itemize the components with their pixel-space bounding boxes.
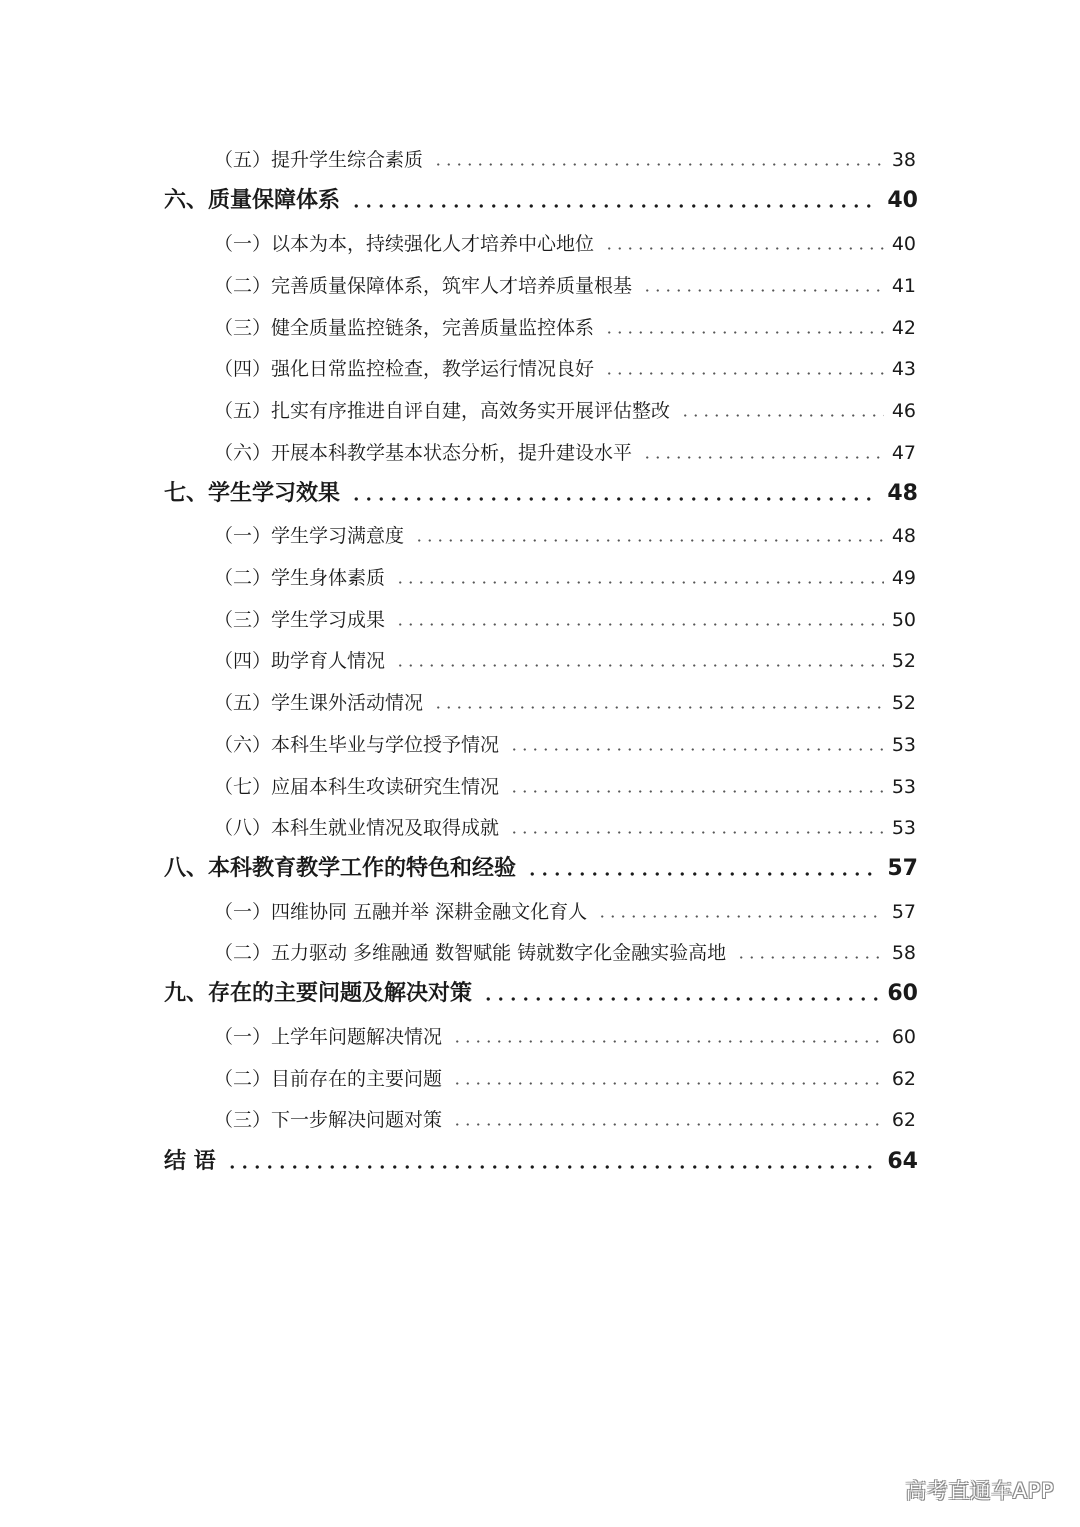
toc-entry[interactable] — [214, 1061, 916, 1091]
toc-entry-page-number: 46 — [891, 400, 916, 422]
toc-entry-page-number: 62 — [891, 1068, 916, 1090]
toc-entry[interactable] — [214, 685, 916, 715]
toc-entry-page-number: 53 — [891, 776, 916, 798]
toc-entry[interactable] — [214, 810, 916, 840]
toc-entry-label: （二）学生身体素质 — [214, 567, 386, 589]
toc-entry-page-number: 47 — [891, 442, 916, 464]
toc-entry[interactable] — [214, 894, 916, 924]
dot-leader — [395, 664, 884, 667]
toc-entry-page-number: 50 — [891, 609, 916, 631]
toc-entry[interactable] — [214, 643, 916, 673]
toc-entry[interactable] — [214, 351, 916, 381]
dot-leader — [395, 581, 884, 584]
toc-chapter-label: 九、存在的主要问题及解决对策 — [164, 981, 473, 1006]
dot-leader — [414, 539, 884, 542]
toc-entry[interactable] — [214, 310, 916, 340]
dot-leader — [226, 1165, 880, 1169]
toc-entry-page-number: 40 — [891, 233, 916, 255]
toc-entry[interactable] — [214, 142, 916, 172]
dot-leader — [509, 748, 884, 751]
toc-entry-label: （四）助学育人情况 — [214, 650, 386, 672]
toc-entry-page-number: 53 — [891, 734, 916, 756]
dot-leader — [433, 163, 884, 166]
toc-chapter-entry[interactable] — [164, 180, 918, 214]
toc-entry-page-number: 52 — [891, 692, 916, 714]
toc-entry-label: （六）本科生毕业与学位授予情况 — [214, 734, 500, 756]
toc-entry-label: （三）学生学习成果 — [214, 609, 386, 631]
toc-entry-label: （五）学生课外活动情况 — [214, 692, 424, 714]
toc-entry-page-number: 52 — [891, 650, 916, 672]
dot-leader — [433, 706, 884, 709]
dot-leader — [452, 1082, 884, 1085]
toc-chapter-page-number: 64 — [887, 1149, 918, 1174]
dot-leader — [509, 790, 884, 793]
toc-entry-label: （一）以本为本，持续强化人才培养中心地位 — [214, 233, 595, 255]
toc-entry-page-number: 58 — [891, 942, 916, 964]
toc-chapter-label: 八、本科教育教学工作的特色和经验 — [164, 856, 517, 881]
toc-entry-page-number: 57 — [891, 901, 916, 923]
toc-entry-page-number: 42 — [891, 317, 916, 339]
dot-leader — [350, 497, 879, 501]
dot-leader — [604, 372, 884, 375]
watermark: 高考直通车APP — [905, 1479, 1054, 1503]
dot-leader — [526, 872, 879, 876]
toc-entry-label: （五）扎实有序推进自评自建，高效务实开展评估整改 — [214, 400, 671, 422]
dot-leader — [604, 331, 884, 334]
toc-chapter-entry[interactable] — [164, 973, 918, 1007]
dot-leader — [642, 289, 884, 292]
toc-entry-page-number: 53 — [891, 817, 916, 839]
toc-entry[interactable] — [214, 518, 916, 548]
toc-entry-page-number: 49 — [891, 567, 916, 589]
toc-entry-label: （二）目前存在的主要问题 — [214, 1068, 443, 1090]
toc-chapter-label: 六、质量保障体系 — [164, 188, 341, 213]
toc-chapter-entry[interactable] — [164, 473, 918, 507]
toc-entry-label: （八）本科生就业情况及取得成就 — [214, 817, 500, 839]
dot-leader — [736, 956, 884, 959]
toc-chapter-page-number: 40 — [887, 188, 918, 213]
dot-leader — [604, 247, 884, 250]
dot-leader — [482, 997, 879, 1001]
toc-entry[interactable] — [214, 769, 916, 799]
toc-chapter-entry[interactable] — [164, 848, 918, 882]
toc-entry[interactable] — [214, 1019, 916, 1049]
toc-entry-page-number: 38 — [891, 149, 916, 171]
toc-entry-label: （五）提升学生综合素质 — [214, 149, 424, 171]
toc-entry-page-number: 62 — [891, 1109, 916, 1131]
toc-entry[interactable] — [214, 1102, 916, 1132]
toc-entry-label: （二）完善质量保障体系，筑牢人才培养质量根基 — [214, 275, 633, 297]
toc-chapter-page-number: 57 — [887, 856, 918, 881]
toc-entry[interactable] — [214, 268, 916, 298]
dot-leader — [452, 1123, 884, 1126]
toc-entry[interactable] — [214, 935, 916, 965]
toc-entry-page-number: 43 — [891, 358, 916, 380]
toc-entry-label: （三）健全质量监控链条，完善质量监控体系 — [214, 317, 595, 339]
toc-entry[interactable] — [214, 727, 916, 757]
toc-entry[interactable] — [214, 393, 916, 423]
toc-chapter-page-number: 48 — [887, 481, 918, 506]
toc-entry-label: （一）学生学习满意度 — [214, 525, 405, 547]
toc-entry-page-number: 60 — [891, 1026, 916, 1048]
dot-leader — [509, 831, 884, 834]
toc-entry[interactable] — [214, 226, 916, 256]
dot-leader — [597, 915, 884, 918]
dot-leader — [350, 204, 879, 208]
toc-entry[interactable] — [214, 602, 916, 632]
toc-entry-label: （二）五力驱动 多维融通 数智赋能 铸就数字化金融实验高地 — [214, 942, 727, 964]
toc-entry-label: （六）开展本科教学基本状态分析，提升建设水平 — [214, 442, 633, 464]
toc-entry-label: （七）应届本科生攻读研究生情况 — [214, 776, 500, 798]
toc-entry-page-number: 48 — [891, 525, 916, 547]
toc-entry-page-number: 41 — [891, 275, 916, 297]
toc-entry-label: （四）强化日常监控检查，教学运行情况良好 — [214, 358, 595, 380]
toc-chapter-entry[interactable] — [164, 1141, 918, 1175]
dot-leader — [642, 456, 884, 459]
toc-entry[interactable] — [214, 560, 916, 590]
toc-chapter-label: 结 语 — [164, 1149, 216, 1174]
toc-entry-label: （一）上学年问题解决情况 — [214, 1026, 443, 1048]
toc-chapter-label: 七、学生学习效果 — [164, 481, 341, 506]
dot-leader — [680, 414, 884, 417]
dot-leader — [395, 623, 884, 626]
toc-entry-label: （一）四维协同 五融并举 深耕金融文化育人 — [214, 901, 588, 923]
toc-entry[interactable] — [214, 435, 916, 465]
toc-chapter-page-number: 60 — [887, 981, 918, 1006]
dot-leader — [452, 1040, 884, 1043]
toc-entry-label: （三）下一步解决问题对策 — [214, 1109, 443, 1131]
